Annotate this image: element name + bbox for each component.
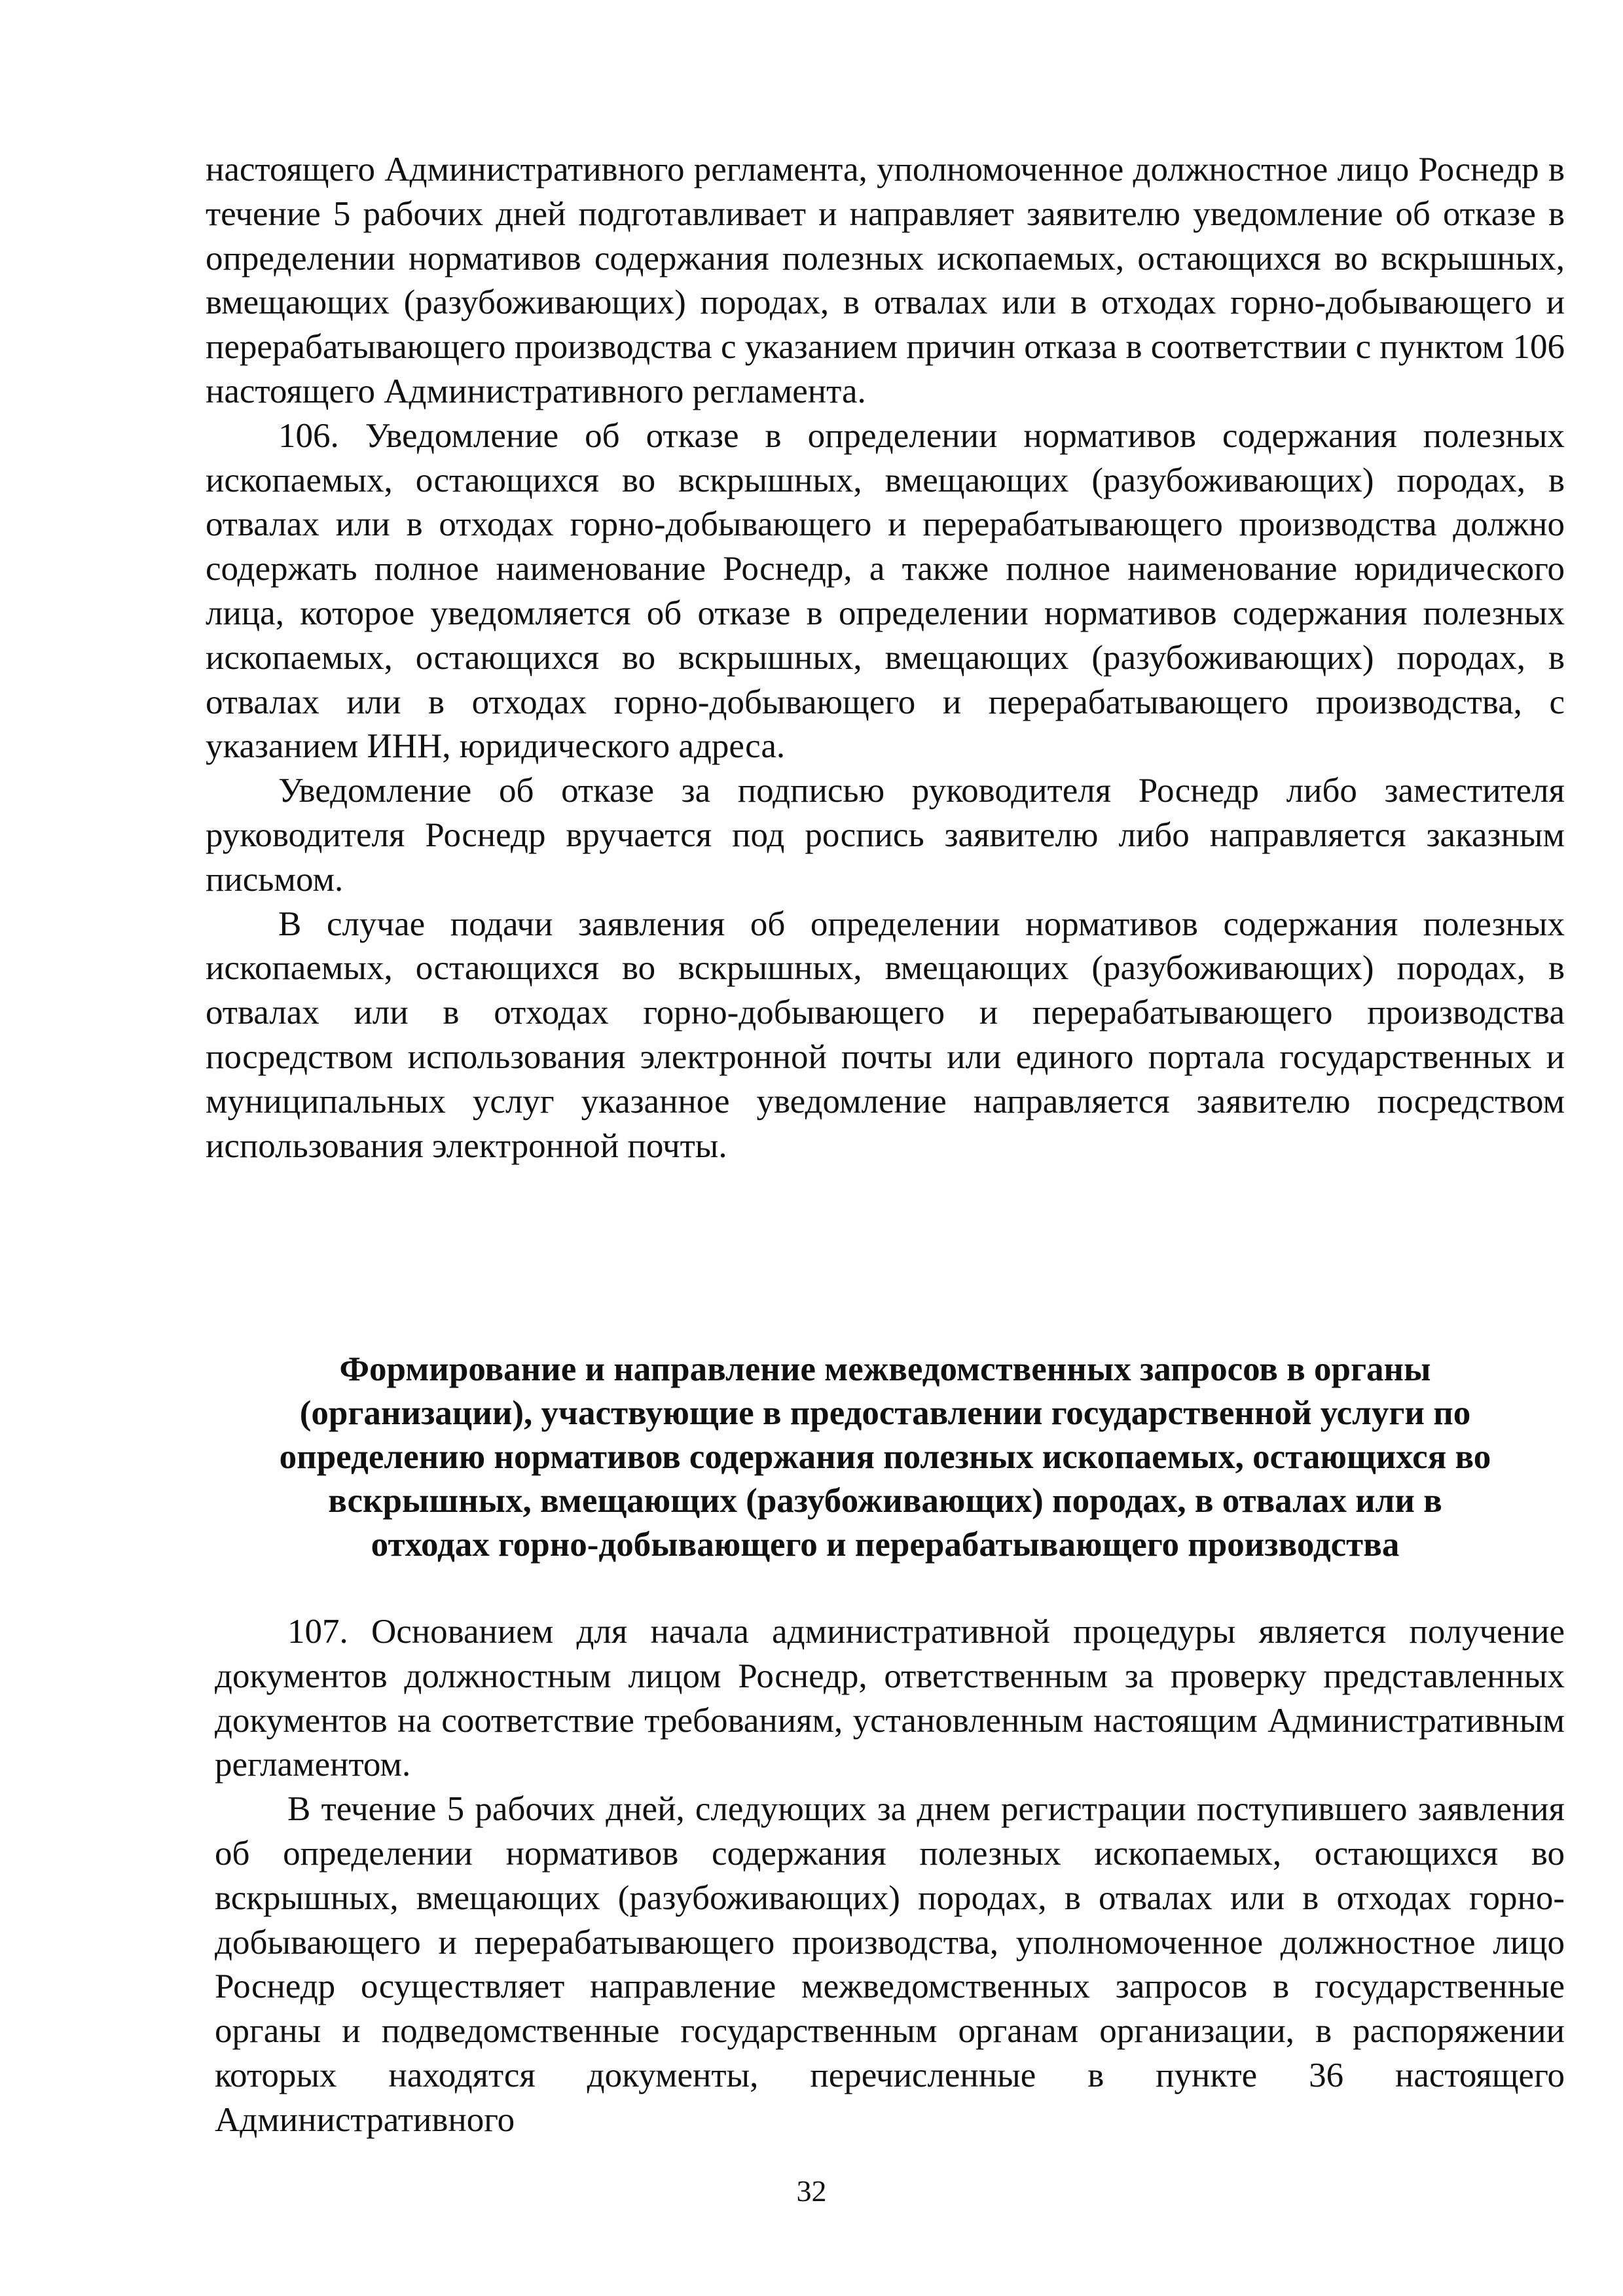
section-heading-line: отходах горно-добывающего и перерабатывающего производства [371, 1526, 1400, 1564]
section-heading-line: определению нормативов содержания полезных ископаемых, остающихся во [279, 1438, 1491, 1476]
paragraph-107: 107. Основанием для начала административной процедуры является получение документов должностным лицом Роснедр, ответственным за проверку представленных документов на соответствие требованиям, установленным настоящим Административным регламентом. [215, 1613, 1565, 1784]
text-block-bottom [215, 1610, 1565, 2143]
section-heading-line: (организации), участвующие в предоставлении государственной услуги по [299, 1394, 1471, 1432]
text-block-top [206, 148, 1565, 1168]
paragraph-interagency-requests: В течение 5 рабочих дней, следующих за днем регистрации поступившего заявления об определении нормативов содержания полезных ископаемых, остающихся во вскрышных, вмещающих (разубоживающих) породах, в отвалах или в отходах горно-добывающего и перерабатывающего производства, уполномоченное должностное лицо Роснедр осуществляет направление межведомственных запросов в государственные органы и подведомственные государственным органам организации, в распоряжении которых находятся документы, перечисленные в пункте 36 настоящего Административного [215, 1790, 1565, 2139]
page-number: 32 [796, 2174, 827, 2208]
section-heading [206, 1348, 1565, 1567]
paragraph-106: 106. Уведомление об отказе в определении нормативов содержания полезных ископаемых, остающихся во вскрышных, вмещающих (разубоживающих) породах, в отвалах или в отходах горно-добывающего и перерабатывающего производства должно содержать полное наименование Роснедр, а также полное наименование юридического лица, которое уведомляется об отказе в определении нормативов содержания полезных ископаемых, остающихся во вскрышных, вмещающих (разубоживающих) породах, в отвалах или в отходах горно-добывающего и перерабатывающего производства, с указанием ИНН, юридического адреса. [206, 416, 1565, 766]
paragraph-continuation: настоящего Административного регламента, уполномоченное должностное лицо Роснедр в течение 5 рабочих дней подготавливает и направляет заявителю уведомление об отказе в определении нормативов содержания полезных ископаемых, остающихся во вскрышных, вмещающих (разубоживающих) породах, в отвалах или в отходах горно-добывающего и перерабатывающего производства с указанием причин отказа в соответствии с пунктом 106 настоящего Административного регламента. [206, 151, 1565, 410]
section-heading-line: вскрышных, вмещающих (разубоживающих) породах, в отвалах или в [328, 1482, 1442, 1520]
paragraph-notice-signature: Уведомление об отказе за подписью руководителя Роснедр либо заместителя руководителя Роснедр вручается под роспись заявителю либо направляется заказным письмом. [206, 772, 1565, 899]
paragraph-electronic-submission: В случае подачи заявления об определении нормативов содержания полезных ископаемых, остающихся во вскрышных, вмещающих (разубоживающих) породах, в отвалах или в отходах горно-добывающего и перерабатывающего производства посредством использования электронной почты или единого портала государственных и муниципальных услуг указанное уведомление направляется заявителю посредством использования электронной почты. [206, 905, 1565, 1165]
section-heading-line: Формирование и направление межведомственных запросов в органы [339, 1350, 1431, 1388]
